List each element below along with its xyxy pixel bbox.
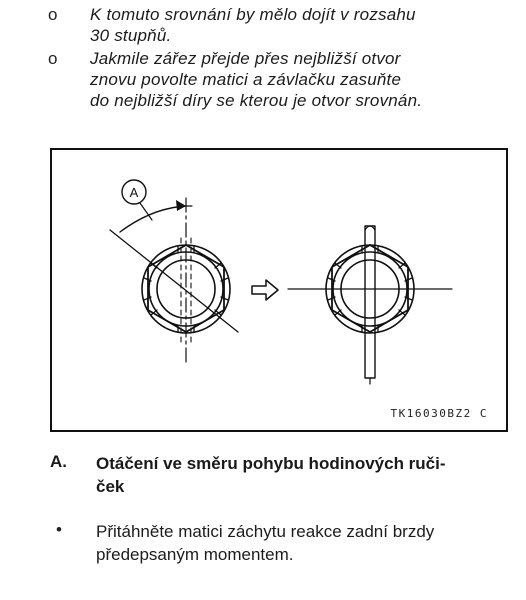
rotation-arc xyxy=(120,206,186,232)
callout-label: A xyxy=(129,185,139,200)
bullet-text xyxy=(90,48,510,111)
legend-text xyxy=(96,452,506,498)
bullet-line: znovu povolte matici a závlačku zasuňte xyxy=(90,70,402,89)
bullet-item xyxy=(40,48,510,111)
bullet-item xyxy=(40,4,510,46)
arc-arrowhead xyxy=(176,200,186,211)
bullet-marker: o xyxy=(48,49,58,68)
nut-diagram xyxy=(52,150,506,430)
step-line: předepsaným momentem. xyxy=(96,545,294,564)
legend-line: Otáčení ve směru pohybu hodinových ruči- xyxy=(96,454,446,473)
bullet-line: K tomuto srovnání by mělo dojít v rozsahu xyxy=(90,5,416,24)
step-bullet: • xyxy=(56,520,62,539)
instruction-bullets xyxy=(40,4,510,113)
legend-line: ček xyxy=(96,477,125,496)
figure-code: TK16030BZ2 C xyxy=(390,407,488,420)
bullet-marker: o xyxy=(48,5,58,24)
left-nut-slot-ring xyxy=(149,252,223,326)
transition-arrow xyxy=(252,280,278,300)
bullet-text xyxy=(90,4,510,46)
legend-letter: A. xyxy=(50,452,67,471)
bullet-line: 30 stupňů. xyxy=(90,26,172,45)
callout-leader xyxy=(140,203,152,220)
bullet-line: Jakmile zářez přejde přes nejbližší otvor xyxy=(90,49,401,68)
step-text xyxy=(96,520,506,566)
left-diagonal-line xyxy=(110,230,238,332)
cotter-pin xyxy=(365,226,375,378)
bullet-line: do nejbližší díry se kterou je otvor srovnán. xyxy=(90,91,423,110)
step-line: Přitáhněte matici záchytu reakce zadní brzdy xyxy=(96,522,435,541)
nut-alignment-figure xyxy=(50,148,508,432)
